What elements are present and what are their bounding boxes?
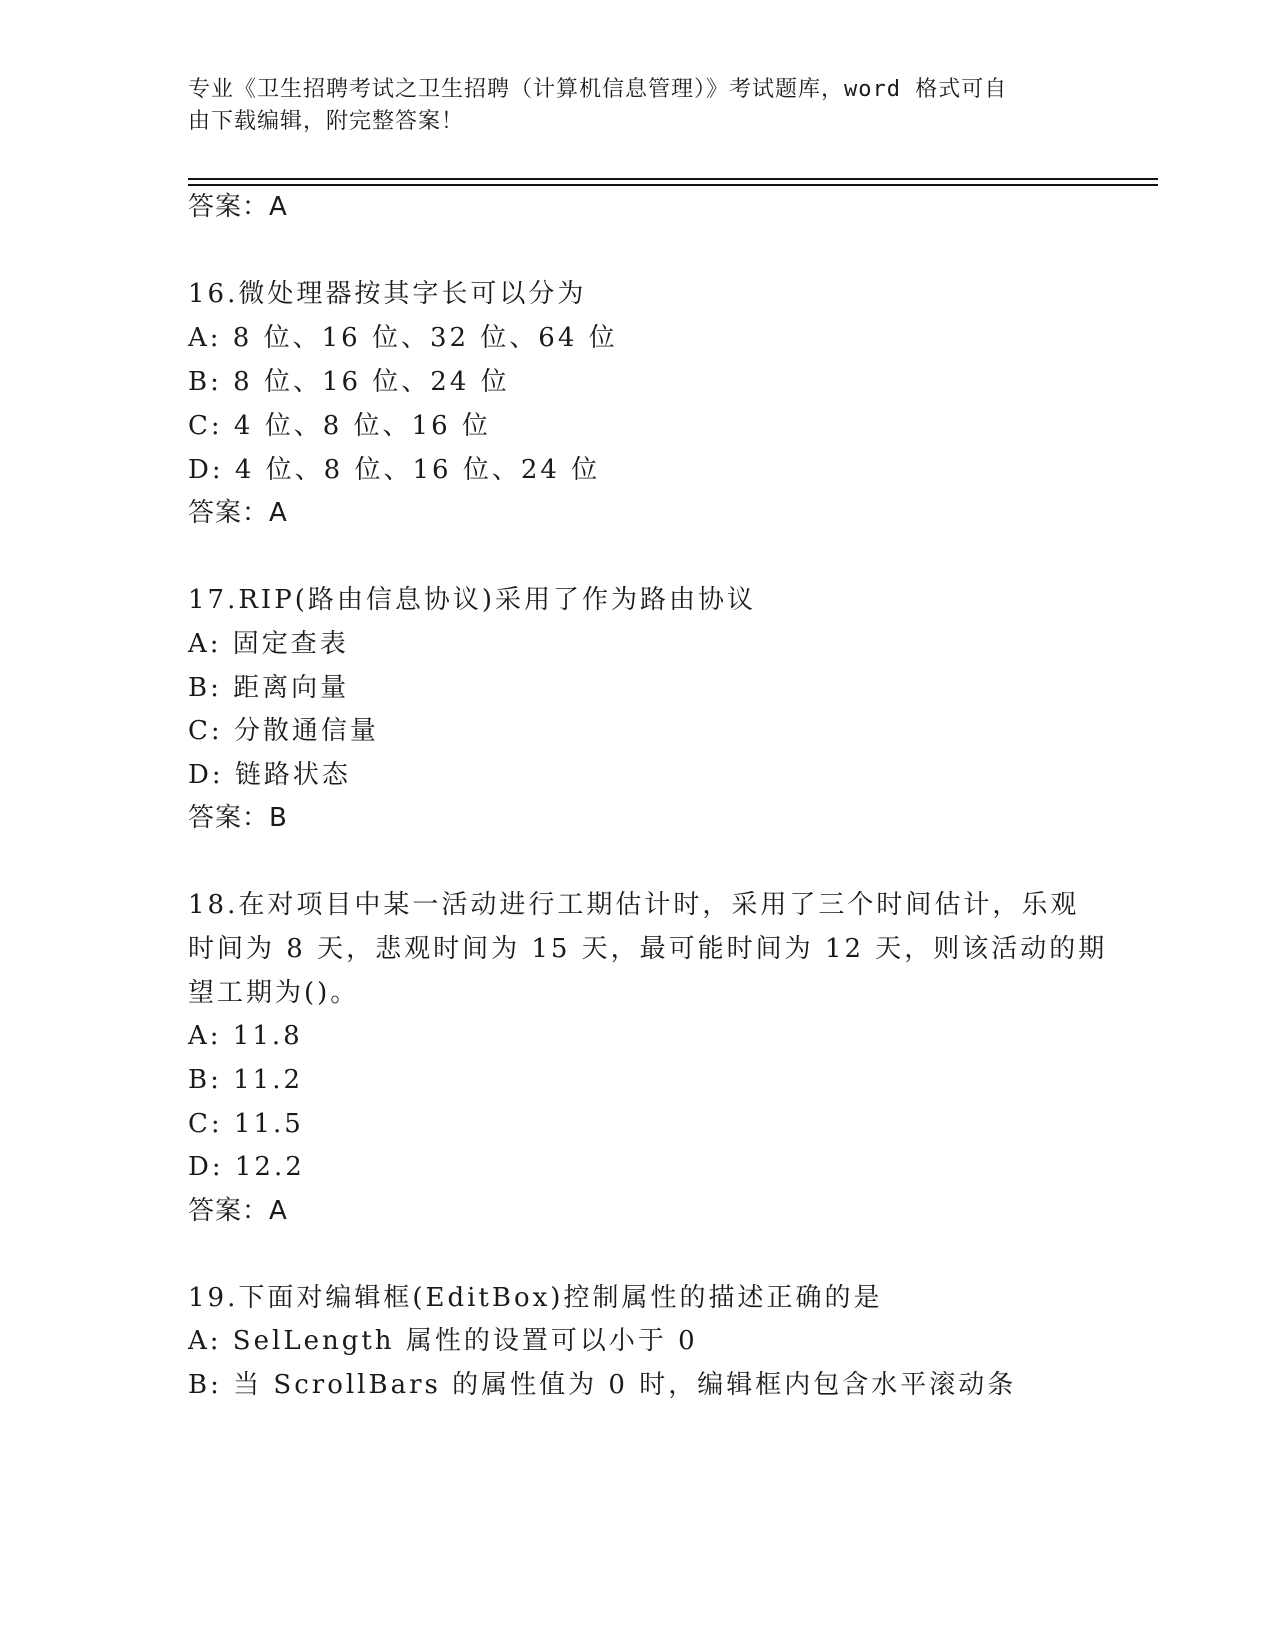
question-stem: 17.RIP(路由信息协议)采用了作为路由协议 <box>188 585 756 615</box>
header-rule-bottom <box>188 184 1158 186</box>
option-d: D: 4 位、8 位、16 位、24 位 <box>188 455 601 485</box>
answer-line: 答案：A <box>188 192 288 222</box>
question-stem: 望工期为()。 <box>188 978 360 1008</box>
option-c: C: 4 位、8 位、16 位 <box>188 411 491 441</box>
option-b: B: 当 ScrollBars 的属性值为 0 时，编辑框内包含水平滚动条 <box>188 1370 1017 1400</box>
option-a: A: 固定查表 <box>188 629 349 659</box>
answer-line: 答案：A <box>188 1196 288 1226</box>
question-stem: 19.下面对编辑框(EditBox)控制属性的描述正确的是 <box>188 1283 883 1313</box>
question-stem: 时间为 8 天，悲观时间为 15 天，最可能时间为 12 天，则该活动的期 <box>188 934 1108 964</box>
option-d: D: 链路状态 <box>188 760 351 790</box>
header-line-1: 专业《卫生招聘考试之卫生招聘（计算机信息管理）》考试题库，word 格式可自 <box>188 77 1008 102</box>
option-a: A: 8 位、16 位、32 位、64 位 <box>188 323 618 353</box>
option-b: B: 距离向量 <box>188 673 350 703</box>
option-b: B: 8 位、16 位、24 位 <box>188 367 510 397</box>
question-stem: 16.微处理器按其字长可以分为 <box>188 279 587 309</box>
option-a: A: 11.8 <box>188 1021 303 1051</box>
option-d: D: 12.2 <box>188 1152 305 1182</box>
option-c: C: 分散通信量 <box>188 716 379 746</box>
option-c: C: 11.5 <box>188 1109 304 1139</box>
header-rule-top <box>188 178 1158 180</box>
header-line-2: 由下载编辑，附完整答案！ <box>188 109 465 134</box>
option-a: A: SelLength 属性的设置可以小于 0 <box>188 1326 698 1356</box>
question-stem: 18.在对项目中某一活动进行工期估计时，采用了三个时间估计，乐观 <box>188 890 1080 920</box>
answer-line: 答案：B <box>188 803 288 833</box>
option-b: B: 11.2 <box>188 1065 304 1095</box>
document-header <box>188 74 1068 138</box>
answer-line: 答案：A <box>188 498 288 528</box>
